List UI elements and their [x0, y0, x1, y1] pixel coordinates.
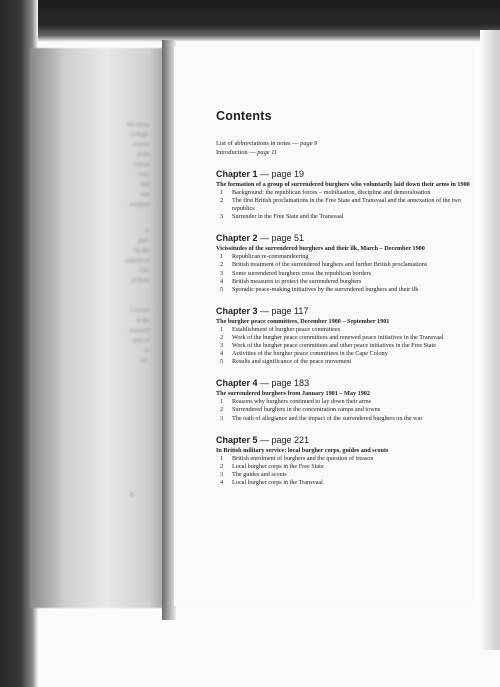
chapter-title: The burgher peace committees, December 1900 – September 1901 [216, 317, 390, 325]
section-number: 1 [220, 325, 224, 333]
section-title: The guides and scouts [232, 470, 287, 478]
section-entry [216, 197, 478, 213]
left-fragment: I would [130, 307, 150, 314]
section-title: Surrendered burghers in the concentration camps and towns [232, 406, 381, 414]
section-number: 3 [220, 414, 224, 422]
contents-heading: Contents [216, 109, 272, 123]
section-entry [216, 261, 478, 269]
left-fragment: of Boer [130, 277, 150, 284]
right-shadow [480, 30, 500, 650]
top-shadow [0, 0, 500, 42]
left-fragment: the many [126, 121, 150, 128]
section-entry [216, 415, 478, 423]
section-number: 2 [220, 333, 224, 341]
chapter-label: Chapter 3 [216, 305, 258, 316]
section-title: Work of the burgher peace committees and renewed peace initiatives in the Transvaal [232, 333, 444, 341]
chapter-separator: — [257, 169, 272, 179]
chapter-separator: — [257, 305, 272, 316]
section-title: The first British proclamations in the Free State and Transvaal and the annexation of the two republics [232, 197, 462, 213]
section-number: 1 [220, 189, 224, 196]
left-fragment: had [140, 181, 150, 188]
section-number: 1 [220, 253, 224, 261]
section-number: 2 [220, 261, 224, 269]
section-title: Activities of the burgher peace committees in the Cape Colony [232, 350, 388, 358]
section-entry [216, 455, 478, 463]
prelim-label: List of abbreviations in notes [216, 140, 291, 147]
chapter-separator: — [257, 378, 272, 389]
chapter-label: Chapter 5 [216, 434, 258, 445]
left-page-number: x [130, 490, 134, 498]
chapter-page: page 19 [271, 169, 305, 179]
section-title: Local burgher corps in the Transvaal [232, 478, 323, 486]
section-entry [216, 326, 478, 334]
left-fragment: whose [133, 161, 150, 168]
left-fragment: an [144, 347, 150, 354]
chapter-entry [216, 233, 478, 293]
chapter-heading [216, 306, 478, 316]
left-fragment: to high- [130, 131, 150, 138]
chapter-label: Chapter 4 [216, 378, 258, 389]
section-number: 1 [220, 398, 224, 406]
chapter-title: The formation of a group of surrendered burghers who voluntarily laid down their arms in 1900 [216, 181, 470, 188]
left-fragment: aspects of [124, 257, 150, 264]
section-entry [216, 189, 478, 197]
section-number: 2 [220, 406, 224, 414]
chapter-title: In British military service: local burgher corps, guides and scouts [216, 446, 389, 454]
left-fragment: task of [133, 337, 150, 344]
section-title: Surrender in the Free State and the Transvaal [232, 213, 344, 221]
chapter-entry [216, 435, 478, 487]
section-entry [216, 350, 478, 358]
chapter-heading [216, 378, 478, 388]
chapter-separator: — [257, 233, 272, 244]
section-title: British measures to protect the surrendered burghers [232, 277, 362, 285]
section-title: Work of the burgher peace committees and other peace initiatives in the Free State [232, 342, 437, 350]
chapter-heading [216, 169, 478, 179]
section-title: Results and significance of the peace movement [232, 358, 352, 366]
chapter-entry [216, 378, 478, 422]
left-fragment: research [129, 327, 150, 334]
section-number: 3 [220, 213, 224, 221]
section-entry [216, 270, 478, 278]
prelim-entry [216, 140, 478, 149]
left-page-text-block [58, 306, 150, 366]
section-number: 1 [220, 454, 224, 462]
left-fragment: This [138, 267, 150, 274]
left-fragment: a more [132, 141, 150, 148]
section-title: Background: the republican forces – mobilisation, discipline and demoralisation [232, 189, 431, 196]
left-page-blurred [30, 48, 170, 608]
section-entry [216, 278, 478, 286]
section-entry [216, 398, 478, 406]
chapter-entry [216, 169, 478, 221]
section-entry [216, 213, 478, 221]
chapter-heading [216, 233, 478, 243]
section-entry [216, 334, 478, 342]
chapter-entry [216, 306, 478, 366]
section-entry [216, 358, 478, 366]
section-number: 3 [220, 269, 224, 277]
chapter-page: page 51 [271, 233, 305, 244]
prelim-separator: — [290, 140, 301, 147]
chapter-label: Chapter 1 [216, 169, 258, 179]
section-number: 4 [220, 478, 224, 486]
chapter-title: The surrendered burghers from January 1901 – May 1902 [216, 390, 370, 398]
prelim-entry [216, 149, 478, 158]
chapter-heading [216, 435, 478, 445]
section-entry [216, 479, 478, 487]
chapter-label: Chapter 2 [216, 233, 258, 244]
section-entry [216, 342, 478, 350]
chapter-separator: — [257, 434, 272, 445]
section-entry [216, 463, 478, 471]
prelim-page: page 11 [257, 148, 278, 156]
left-fragment: that [140, 191, 150, 198]
left-fragment: tempted [129, 201, 150, 208]
prelim-label: Introduction [216, 148, 248, 156]
section-entry [216, 471, 478, 479]
section-number: 5 [220, 358, 224, 366]
left-page-text-block [58, 226, 150, 286]
section-title: British enrolment of burghers and the question of treason [232, 454, 374, 462]
section-number: 2 [220, 462, 224, 470]
prelim-page: page 9 [300, 140, 318, 147]
section-number: 2 [220, 197, 224, 205]
chapter-title: Vicissitudes of the surrendered burghers and their ilk, March – December 1900 [216, 245, 425, 253]
section-title: Local burgher corps in the Free State [232, 462, 324, 470]
left-fragment: peri- [138, 237, 150, 244]
table-of-contents [216, 109, 478, 487]
left-fragment: carry [137, 171, 150, 178]
section-entry [216, 286, 478, 294]
section-entry [216, 406, 478, 414]
chapter-page: page 221 [271, 434, 310, 445]
section-title: The oath of allegiance and the impact of the surrendered burghers on the war [232, 414, 423, 422]
chapter-page: page 183 [271, 378, 310, 389]
section-number: 3 [220, 342, 224, 350]
section-title: Sporadic peace-making initiatives by the surrendered burghers and their ilk [232, 285, 419, 293]
section-number: 5 [220, 285, 224, 293]
left-fragment: ces. [140, 357, 150, 364]
left-page-text-block [58, 120, 150, 210]
left-fragment: at the [136, 317, 150, 324]
section-entry [216, 253, 478, 261]
section-title: Some surrendered burghers cross the republican borders [232, 269, 372, 277]
section-title: Establishment of burgher peace committees [232, 325, 341, 333]
section-title: Republican re-commandeering [232, 253, 309, 261]
section-title: British treatment of the surrendered burghers and further British proclamations [232, 261, 428, 269]
section-number: 3 [220, 470, 224, 478]
section-number: 4 [220, 350, 224, 358]
section-title: Reasons why burghers continued to lay down their arms [232, 398, 372, 406]
chapter-page: page 117 [271, 305, 309, 316]
left-fragment: in [145, 227, 150, 234]
prelim-separator: — [247, 148, 258, 156]
left-fragment: by the [134, 247, 150, 254]
left-fragment: to be [137, 151, 150, 158]
section-number: 4 [220, 277, 224, 285]
